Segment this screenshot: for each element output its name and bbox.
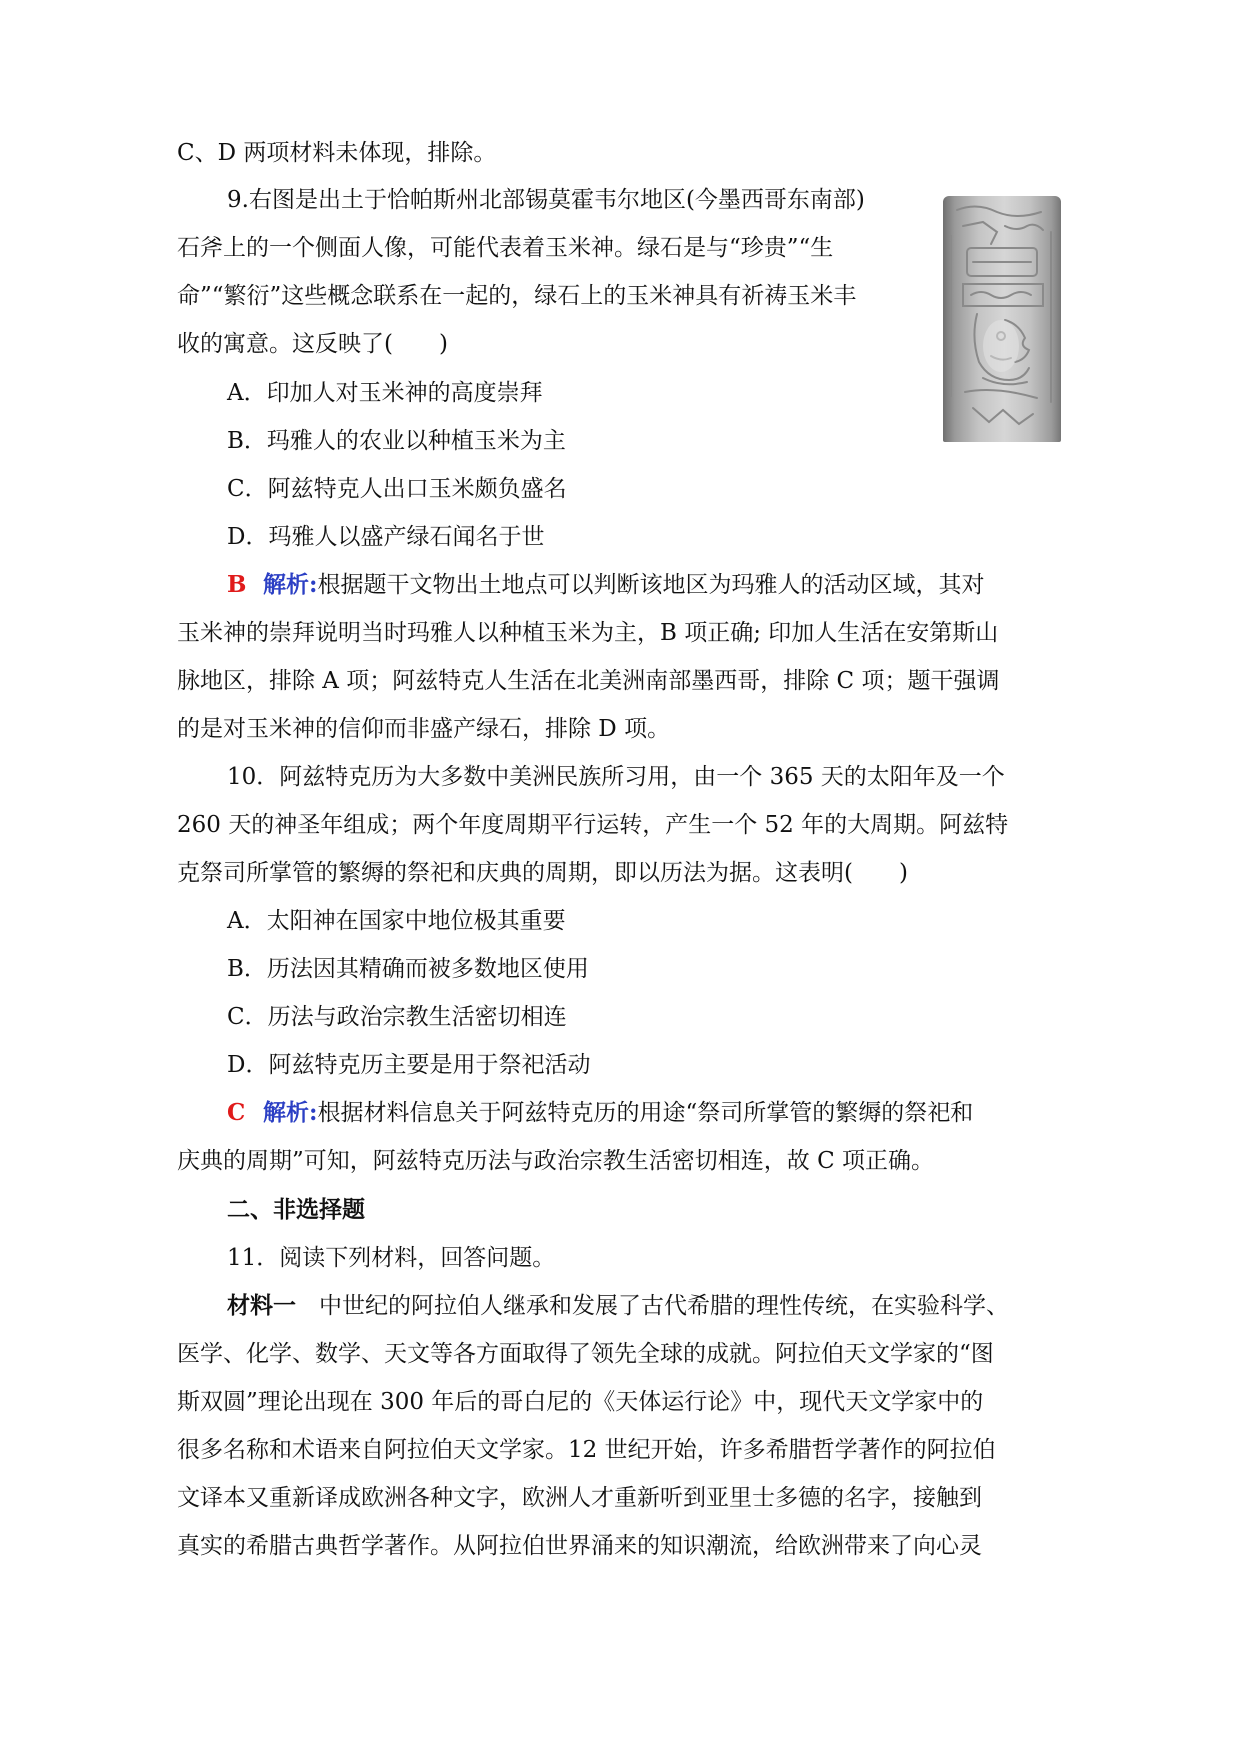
text-line: 很多名称和术语来自阿拉伯天文学家。12 世纪开始，许多希腊哲学著作的阿拉伯	[177, 1437, 996, 1463]
option-d: D．阿兹特克历主要是用于祭祀活动	[227, 1052, 591, 1078]
text-line: 命”“繁衍”这些概念联系在一起的，绿石上的玉米神具有祈祷玉米丰	[177, 283, 857, 309]
option-c: C．阿兹特克人出口玉米颇负盛名	[227, 476, 567, 502]
text-line: C、D 两项材料未体现，排除。	[177, 140, 497, 166]
material-text: 中世纪的阿拉伯人继承和发展了古代希腊的理性传统，在实验科学、	[296, 1293, 1009, 1319]
option-a: A．太阳神在国家中地位极其重要	[227, 908, 566, 934]
text-line: 医学、化学、数学、天文等各方面取得了领先全球的成就。阿拉伯天文学家的“图	[177, 1341, 994, 1367]
text-line: 石斧上的一个侧面人像，可能代表着玉米神。绿石是与“珍贵”“生	[177, 235, 834, 261]
option-b: B．玛雅人的农业以种植玉米为主	[227, 428, 566, 454]
text-line: 斯双圆”理论出现在 300 年后的哥白尼的《天体运行论》中，现代天文学家中的	[177, 1389, 984, 1415]
text-line: 260 天的神圣年组成；两个年度周期平行运转，产生一个 52 年的大周期。阿兹特	[177, 812, 1009, 838]
material-one	[227, 1291, 1009, 1321]
question-11-stem: 11．阅读下列材料，回答问题。	[227, 1245, 556, 1271]
question-10-stem: 10．阿兹特克历为大多数中美洲民族所习用，由一个 365 天的太阳年及一个	[227, 764, 1005, 790]
text-line: 庆典的周期”可知，阿兹特克历法与政治宗教生活密切相连，故 C 项正确。	[177, 1148, 934, 1174]
analysis-text: 根据材料信息关于阿兹特克历的用途“祭司所掌管的繁缛的祭祀和	[317, 1100, 974, 1126]
section-heading: 二、非选择题	[227, 1196, 365, 1223]
answer-letter: B	[227, 571, 247, 598]
carved-stone-axe-icon	[943, 196, 1061, 442]
analysis-text: 根据题干文物出土地点可以判断该地区为玛雅人的活动区域，其对	[317, 572, 985, 598]
text-line: 真实的希腊古典哲学著作。从阿拉伯世界涌来的知识潮流，给欧洲带来了向心灵	[177, 1533, 982, 1559]
material-label: 材料一	[227, 1292, 296, 1319]
option-c: C．历法与政治宗教生活密切相连	[227, 1004, 567, 1030]
answer-letter: C	[227, 1099, 246, 1126]
analysis-label: 解析:	[263, 1099, 318, 1126]
text-line: 脉地区，排除 A 项；阿兹特克人生活在北美洲南部墨西哥，排除 C 项；题干强调	[177, 668, 1000, 694]
text-line: 的是对玉米神的信仰而非盛产绿石，排除 D 项。	[177, 716, 671, 742]
option-d: D．玛雅人以盛产绿石闻名于世	[227, 524, 545, 550]
text-line: 文译本又重新译成欧洲各种文字，欧洲人才重新听到亚里士多德的名字，接触到	[177, 1485, 982, 1511]
option-b: B．历法因其精确而被多数地区使用	[227, 956, 589, 982]
text-line: 收的寓意。这反映了( )	[177, 331, 448, 357]
question-9-stem: 9.右图是出土于恰帕斯州北部锡莫霍韦尔地区(今墨西哥东南部)	[227, 187, 865, 213]
analysis-label: 解析:	[263, 571, 318, 598]
option-a: A．印加人对玉米神的高度崇拜	[227, 380, 543, 406]
text-line: 玉米神的崇拜说明当时玛雅人以种植玉米为主，B 项正确; 印加人生活在安第斯山	[177, 620, 999, 646]
analysis-10	[227, 1098, 973, 1128]
text-line: 克祭司所掌管的繁缛的祭祀和庆典的周期，即以历法为据。这表明( )	[177, 860, 908, 886]
analysis-9	[227, 570, 985, 600]
